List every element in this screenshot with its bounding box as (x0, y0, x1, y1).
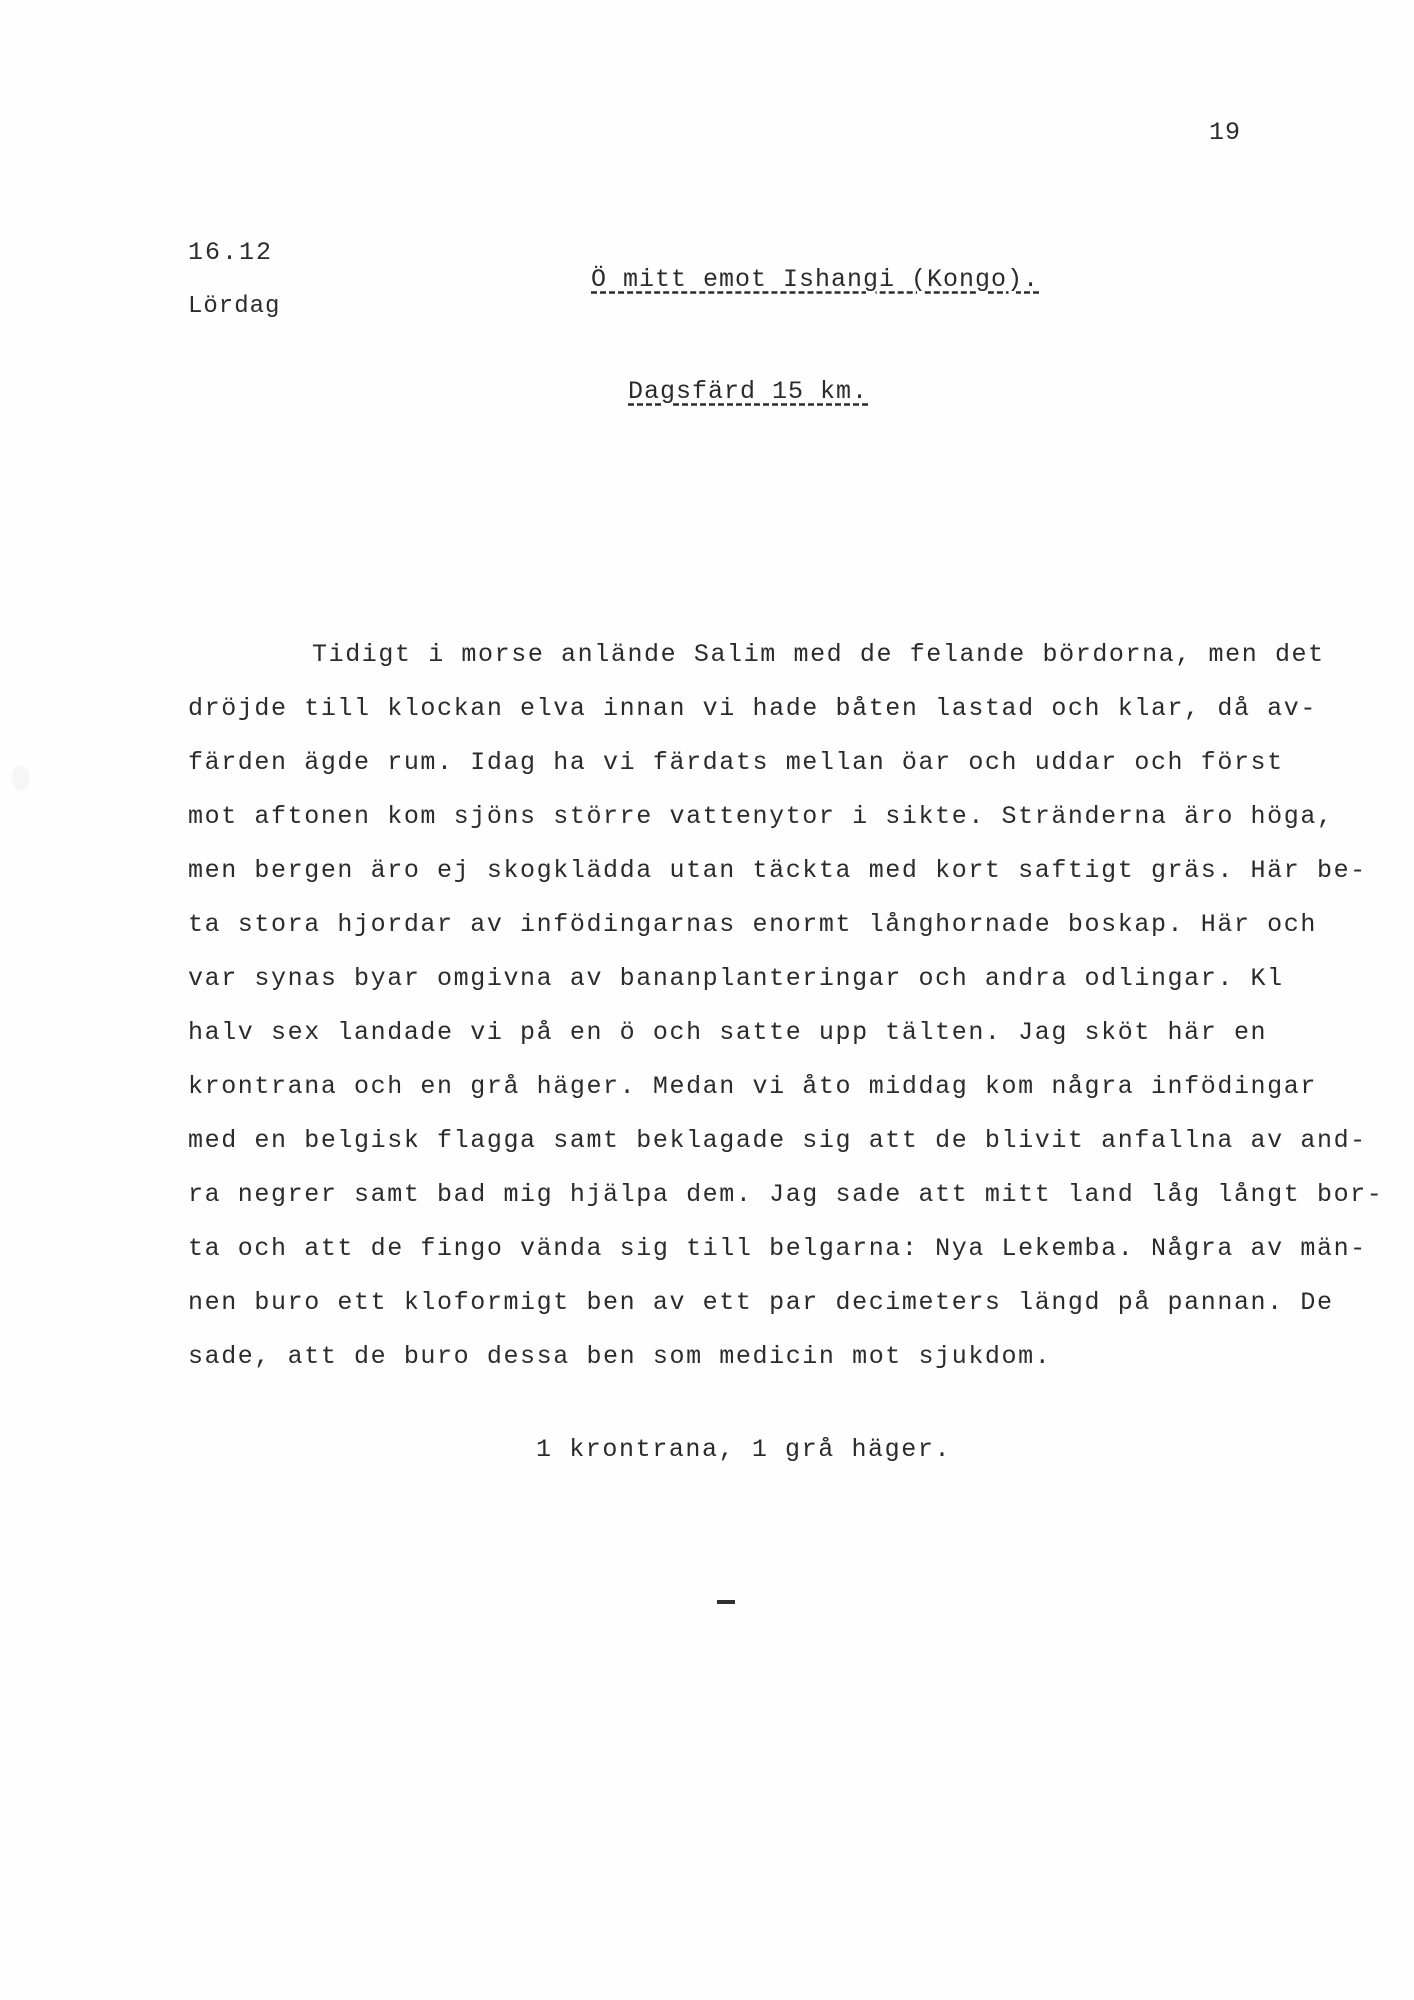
body-line-3: färden ägde rum. Idag ha vi färdats mellan öar och uddar och först (188, 748, 1284, 777)
body-line-4: mot aftonen kom sjöns större vattenytor i sikte. Stränderna äro höga, (188, 802, 1334, 831)
body-line-9: krontrana och en grå häger. Medan vi åto middag kom några infödingar (188, 1072, 1317, 1101)
scan-mark (12, 765, 30, 791)
body-line-5: men bergen äro ej skogklädda utan täckta med kort saftigt gräs. Här be- (188, 856, 1367, 885)
entry-weekday: Lördag (188, 293, 281, 320)
body-line-10: med en belgisk flagga samt beklagade sig att de blivit anfallna av and- (188, 1126, 1367, 1155)
body-line-1: Tidigt i morse anlände Salim med de felande bördorna, men det (312, 640, 1325, 669)
body-line-7: var synas byar omgivna av bananplanteringar och andra odlingar. Kl (188, 964, 1284, 993)
catch-summary: 1 krontrana, 1 grå häger. (536, 1435, 952, 1464)
page-number: 19 (1209, 118, 1242, 147)
body-line-6: ta stora hjordar av infödingarnas enormt långhornade boskap. Här och (188, 910, 1317, 939)
body-line-14: sade, att de buro dessa ben som medicin mot sjukdom. (188, 1342, 1052, 1371)
footer-dash (717, 1600, 735, 1604)
body-line-11: ra negrer samt bad mig hjälpa dem. Jag sade att mitt land låg långt bor- (188, 1180, 1384, 1209)
body-line-2: dröjde till klockan elva innan vi hade båten lastad och klar, då av- (188, 694, 1317, 723)
body-line-12: ta och att de fingo vända sig till belgarna: Nya Lekemba. Några av män- (188, 1234, 1367, 1263)
body-line-8: halv sex landade vi på en ö och satte upp tälten. Jag sköt här en (188, 1018, 1268, 1047)
entry-title: Ö mitt emot Ishangi (Kongo). (591, 265, 1040, 294)
entry-date: 16.12 (188, 238, 274, 267)
body-line-13: nen buro ett kloformigt ben av ett par decimeters längd på pannan. De (188, 1288, 1334, 1317)
entry-subtitle: Dagsfärd 15 km. (628, 377, 869, 406)
